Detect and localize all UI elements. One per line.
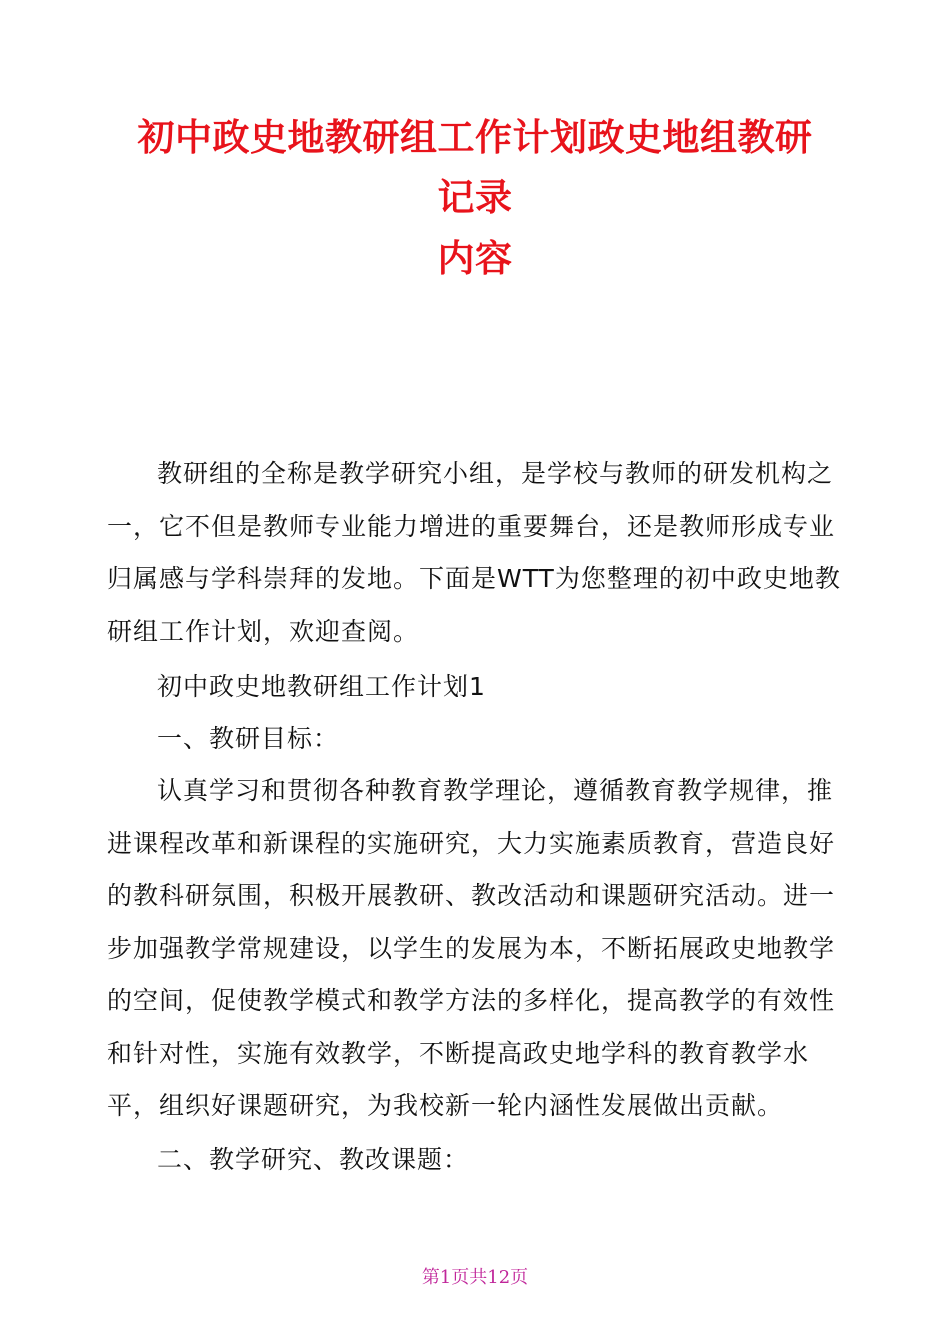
document-title-line-2: 记录: [437, 176, 513, 219]
section-heading-research: 二、教学研究、教改课题：: [157, 1145, 470, 1174]
plan-title: 初中政史地教研组工作计划1: [157, 672, 486, 701]
intro-paragraph: 教研组的全称是教学研究小组，是学校与教师的研发机构之一，它不但是教师专业能力增进的重要舞台，还是教师形成专业归属感与学科崇拜的发地。下面是WTT为您整理的初中政史地教研组工作计划，欢迎查阅。: [107, 459, 841, 646]
goals-paragraph: 认真学习和贯彻各种教育教学理论，遵循教育教学规律，推进课程改革和新课程的实施研究，大力实施素质教育，营造良好的教科研氛围，积极开展教研、教改活动和课题研究活动。进一步加强教学常规建设，以学生的发展为本，不断拓展政史地教学的空间，促使教学模式和教学方法的多样化，提高教学的有效性和针对性，实施有效教学，不断提高政史地学科的教育教学水平，组织好课题研究，为我校新一轮内涵性发展做出贡献。: [107, 776, 836, 1120]
document-title-line-3: 内容: [437, 237, 513, 280]
page-number-footer: 第1页共12页: [421, 1267, 529, 1288]
section-heading-goals: 一、教研目标：: [157, 724, 340, 753]
document-title-line-1: 初中政史地教研组工作计划政史地组教研: [137, 116, 813, 159]
